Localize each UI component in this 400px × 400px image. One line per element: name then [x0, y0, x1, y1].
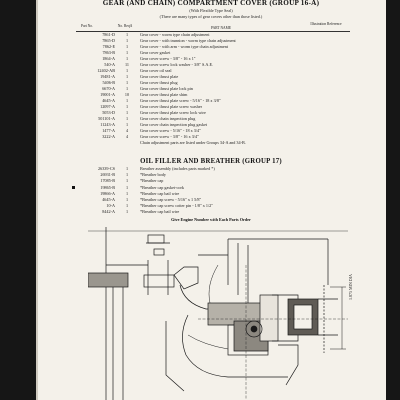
part-number: 3222-A [102, 134, 115, 139]
quantity: 1 [125, 98, 129, 103]
part-name: *Breather cap gasket-cork [140, 184, 184, 190]
part-name: Gear cover screw lock washer - 3/8" S.A.E. [140, 62, 214, 67]
part-number: 19001-A [100, 92, 115, 97]
col-part-header: Part No. [81, 24, 93, 28]
quantity: 1 [125, 203, 129, 209]
drawing-dimension-label: 1.875 MIN DIA [348, 274, 353, 300]
quantity: 1 [125, 110, 129, 115]
part-name: Gear cover thrust plate shim [140, 92, 188, 97]
part-number: 501101-A [98, 116, 115, 121]
part-number: 26931-B [100, 172, 115, 178]
col-qty-header: No. Req'd [117, 24, 133, 28]
section1-title: GEAR (AND CHAIN) COMPARTMENT COVER (GROUP 16-A) [102, 0, 320, 7]
part-name: Gear cover screw - 3/8" - 16 x 1" [140, 56, 196, 61]
quantity: 1 [125, 166, 129, 171]
part-number: 12097-A [100, 104, 115, 109]
scan-border-right [386, 0, 400, 400]
section1-subtitle1: (With Flexible Type Seal) [189, 8, 233, 13]
quantity: 1 [125, 86, 129, 91]
quantity: 1 [125, 104, 129, 109]
part-name: *Breather cap screw - 5/16" x 1 5/8" [140, 197, 202, 202]
part-name: *Breather cap [140, 178, 164, 184]
part-name: Gear cover gasket [140, 50, 171, 55]
quantity: 1 [125, 172, 129, 178]
order-caption: Give Engine Number with Each Parts Order [171, 217, 251, 222]
col-name-header: PART NAME [210, 26, 232, 30]
quantity: 4 [125, 128, 129, 133]
part-number: 6670-A [102, 86, 115, 91]
quantity: 1 [125, 68, 129, 73]
quantity: 1 [125, 178, 129, 184]
quantity: 10 [124, 92, 130, 97]
parts-row [36, 191, 386, 197]
part-number: 11243-A [100, 122, 115, 127]
parts-row [36, 203, 386, 209]
section1-subtitle2: (There are many types of gear covers other than those listed.) [159, 14, 263, 19]
quantity: 1 [125, 56, 129, 61]
section1-footnote: Chain adjustment parts are listed under Groups 34-A and 34-B. [140, 140, 246, 145]
part-name: Gear cover thrust plate screw - 5/16" - 18 x 3/8" [140, 98, 221, 103]
part-name: Gear cover - with arm - worm type chain adjustment [140, 44, 229, 49]
part-number: 10-A [106, 203, 115, 209]
part-number: 8442-A [102, 209, 115, 215]
part-name: *Breather cap bail wire [140, 209, 180, 215]
part-name: Gear cover oil seal [140, 68, 172, 73]
part-name: Gear cover chain inspection plug gasket [140, 122, 208, 127]
part-number: 12402-AB [97, 68, 115, 73]
part-number: 19865-B [100, 184, 115, 190]
quantity: 1 [125, 50, 129, 55]
part-number: 5053-D [102, 110, 115, 115]
part-name: Breather assembly (includes parts marked *) [140, 166, 215, 171]
part-number: 4645-A [102, 197, 115, 202]
parts-row [36, 185, 386, 191]
quantity: 4 [125, 134, 129, 139]
part-name: Gear cover screw - 5/16" - 18 x 3/4" [140, 128, 201, 133]
quantity: 1 [125, 44, 129, 49]
parts-row [36, 197, 386, 203]
parts-row [36, 172, 386, 178]
part-number: 5406-B [102, 80, 115, 85]
part-name: Gear cover thrust plate [140, 74, 179, 79]
part-number: 17085-B [100, 178, 115, 184]
quantity: 1 [125, 32, 129, 37]
scan-border-left [0, 0, 36, 400]
parts-row [36, 166, 386, 172]
quantity: 1 [125, 190, 129, 196]
quantity: 1 [125, 38, 129, 43]
quantity: 1 [125, 209, 129, 215]
part-number: 4645-A [102, 98, 115, 103]
part-name: *Breather body [140, 172, 166, 178]
parts-row [36, 209, 386, 215]
quantity: 1 [125, 122, 129, 127]
quantity: 11 [124, 62, 130, 67]
part-number: 7862-E [102, 44, 115, 49]
part-number: 19866-A [100, 190, 115, 196]
part-name: *Breather cap screw cotter pin - 1/8" x 1/2" [140, 203, 213, 209]
part-name: Gear cover thrust plate screw lock wire [140, 110, 206, 115]
part-number: 1864-A [102, 56, 115, 61]
quantity: 1 [125, 74, 129, 79]
catalog-page [36, 0, 386, 400]
part-number: 7861-D [102, 32, 115, 37]
quantity: 1 [125, 184, 129, 190]
part-name: Gear cover - worm type chain adjustment [140, 32, 210, 37]
part-name: Gear cover chain inspection plug [140, 116, 196, 121]
part-number: 7865-D [102, 38, 115, 43]
cross-section-drawing [88, 225, 358, 400]
part-name: Gear cover - with trunnion - worm type chain adjustment [140, 38, 236, 43]
part-name: Gear cover thrust plug [140, 80, 178, 85]
quantity: 1 [125, 116, 129, 121]
part-name: Gear cover screw - 3/8" - 16 x 3/4" [140, 134, 199, 139]
part-number: 1477-A [102, 128, 115, 133]
part-name: Gear cover thrust plate lock pin [140, 86, 193, 91]
col-illus-header: Illustration Reference [310, 22, 342, 26]
quantity: 1 [125, 80, 129, 85]
part-name: Gear cover thrust plate screw washer [140, 104, 202, 109]
section2-title: OIL FILLER AND BREATHER (GROUP 17) [140, 158, 282, 165]
part-number: 19481-A [100, 74, 115, 79]
quantity: 1 [125, 197, 129, 202]
part-number: 7863-B [102, 50, 115, 55]
parts-row [36, 178, 386, 184]
part-number: 540-A [104, 62, 115, 67]
part-name: *Breather cap bail wire [140, 190, 180, 196]
part-number: 26339-CS [98, 166, 115, 171]
